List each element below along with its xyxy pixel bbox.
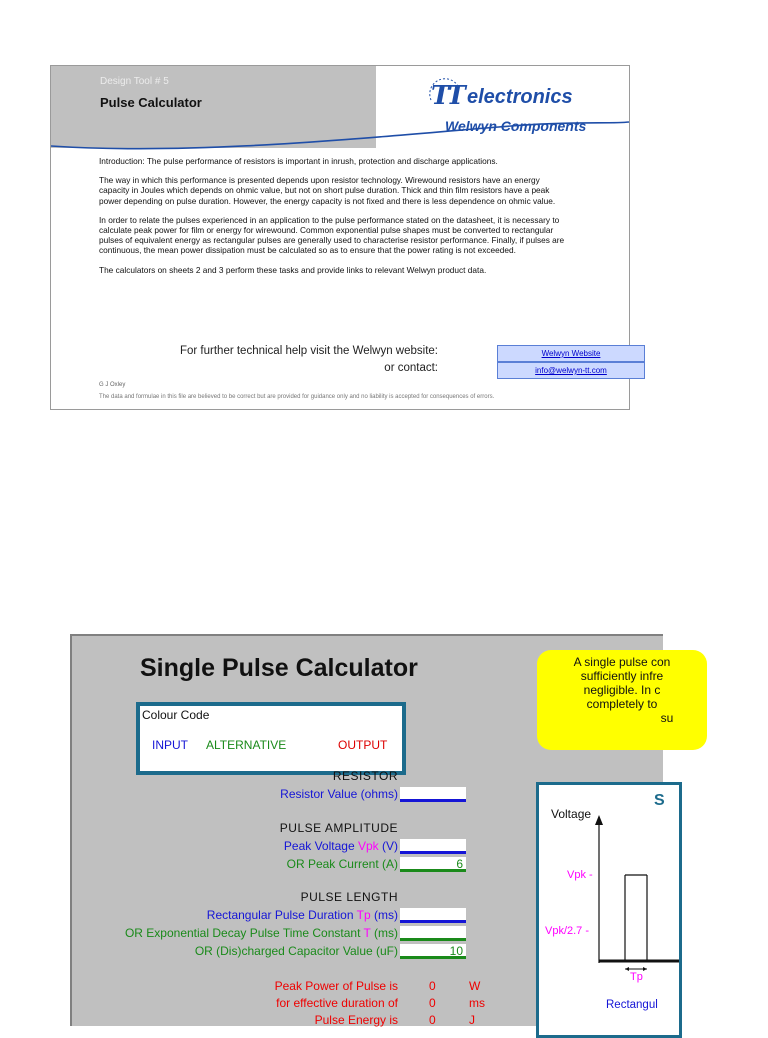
label-unit: (ms) xyxy=(370,926,398,940)
help-text: For further technical help visit the Welwyn website: xyxy=(179,345,438,357)
contact-text: or contact: xyxy=(384,362,438,374)
effective-duration-label: for effective duration of xyxy=(276,996,398,1010)
email-link[interactable]: info@welwyn-tt.com xyxy=(497,362,645,379)
legend-output: OUTPUT xyxy=(338,738,388,752)
rect-duration-input[interactable] xyxy=(400,908,466,923)
peak-current-label: OR Peak Current (A) xyxy=(286,857,398,871)
label-text: OR Exponential Decay Pulse Time Constant xyxy=(124,926,364,940)
info-note xyxy=(537,650,707,750)
capacitor-input[interactable]: 10 xyxy=(400,944,466,959)
colour-code-legend xyxy=(136,702,406,775)
single-pulse-sheet xyxy=(70,634,674,1027)
effective-duration-unit: ms xyxy=(469,996,485,1010)
logo-tt: TT xyxy=(431,81,463,111)
resistor-value-input[interactable] xyxy=(400,787,466,802)
rect-duration-label xyxy=(207,908,398,922)
pulse-energy-unit: J xyxy=(469,1013,475,1027)
vpk-tick-label: Vpk - xyxy=(567,869,593,881)
calculator-title: Single Pulse Calculator xyxy=(140,654,418,682)
pulse-energy-label: Pulse Energy is xyxy=(314,1013,398,1027)
peak-power-unit: W xyxy=(469,979,481,993)
label-text: Peak Voltage xyxy=(283,839,358,853)
label-text: Rectangular Pulse Duration xyxy=(206,908,357,922)
note-line: negligible. In c xyxy=(583,683,661,697)
vpk27-tick-label: Vpk/2.7 - xyxy=(545,925,590,937)
exp-decay-label xyxy=(125,926,398,940)
paragraph: In order to relate the pulses experienced in an application to the pulse performance stated on the datasheet, it is necessary to calculate peak power for film or energy for wirewound. Common exponential pulse shapes must be converted to rectangular pulses of equivalent energy as rectangular pulses are generally used to characterise resistor performance. Finally, if pulses are continuous, the mean power dissipation must be calculated so as to ensure that the power rating is not exceeded. xyxy=(99,214,565,256)
peak-power-value: 0 xyxy=(429,979,436,993)
sheet-title: Pulse Calculator xyxy=(100,95,202,110)
vpk-symbol: Vpk xyxy=(357,839,379,853)
effective-duration-value: 0 xyxy=(429,996,436,1010)
paragraph: Introduction: The pulse performance of resistors is important in inrush, protection and discharge applications. xyxy=(99,156,498,166)
resistor-header: RESISTOR xyxy=(332,769,398,783)
pulse-energy-value: 0 xyxy=(429,1013,436,1027)
tt-electronics-logo xyxy=(431,78,631,140)
note-line: completely to xyxy=(586,697,658,711)
note-line: A single pulse con xyxy=(573,655,671,669)
note-line: sufficiently infre xyxy=(580,669,664,683)
author: G J Oxley xyxy=(99,382,126,388)
peak-current-input[interactable]: 6 xyxy=(400,857,466,872)
intro-sheet xyxy=(50,65,630,410)
peak-voltage-label xyxy=(284,839,398,853)
pulse-graph xyxy=(539,785,679,1035)
pulse-amplitude-header: PULSE AMPLITUDE xyxy=(279,821,398,835)
paragraph: The calculators on sheets 2 and 3 perform these tasks and provide links to relevant Welwyn product data. xyxy=(99,264,487,275)
diagram-caption: Rectangul xyxy=(606,999,658,1011)
paragraph: The way in which this performance is presented depends upon resistor technology. Wirewound resistors have an energy capacity in Joules which depends on ohmic value, but not on short pulse duration. Thick and thin film resistors have a peak power depending on pulse duration. However, the energy capacity is not fixed and there is less dependence on ohmic value. xyxy=(99,175,556,206)
diagram-title: S xyxy=(654,792,665,809)
capacitor-label: OR (Dis)charged Capacitor Value (uF) xyxy=(194,944,398,958)
sheet-header xyxy=(51,66,629,150)
design-tool-number: Design Tool # 5 xyxy=(100,76,169,87)
label-unit: (V) xyxy=(378,839,398,853)
pulse-diagram xyxy=(536,782,682,1038)
pulse-length-header: PULSE LENGTH xyxy=(300,890,398,904)
logo-welwyn: Welwyn Components xyxy=(445,118,587,134)
peak-voltage-input[interactable] xyxy=(400,839,466,854)
voltage-axis-label: Voltage xyxy=(551,807,592,821)
legend-input: INPUT xyxy=(152,738,188,752)
intro-text xyxy=(99,156,569,284)
welwyn-website-link[interactable]: Welwyn Website xyxy=(497,345,645,362)
peak-power-label: Peak Power of Pulse is xyxy=(274,979,398,993)
exp-decay-input[interactable] xyxy=(400,926,466,941)
logo-electronics: electronics xyxy=(467,86,573,108)
t-symbol: T xyxy=(363,926,371,940)
tp-symbol: Tp xyxy=(356,908,371,922)
tp-label: Tp xyxy=(630,971,643,983)
resistor-value-label: Resistor Value (ohms) xyxy=(280,787,398,801)
label-unit: (ms) xyxy=(370,908,398,922)
disclaimer: The data and formulae in this file are believed to be correct but are provided for guidance only and no liability is accepted for consequences of errors. xyxy=(99,394,495,400)
note-line: su xyxy=(660,711,674,725)
legend-alternative: ALTERNATIVE xyxy=(206,738,287,752)
legend-title: Colour Code xyxy=(142,708,210,722)
